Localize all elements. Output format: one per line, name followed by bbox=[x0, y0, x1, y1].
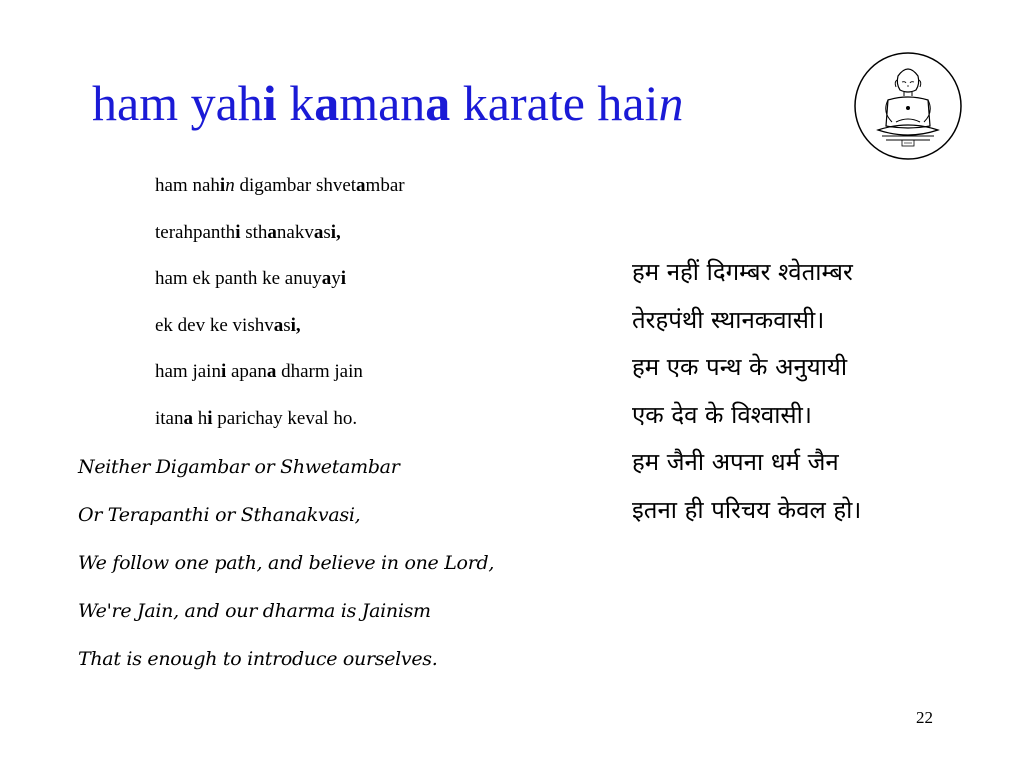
transliteration-segment: mbar bbox=[365, 175, 405, 196]
title-segment: a bbox=[314, 75, 340, 131]
title-segment: a bbox=[425, 75, 451, 131]
transliteration-segment: parichay keval ho. bbox=[212, 407, 358, 429]
transliteration-segment: ham jain bbox=[155, 361, 221, 382]
transliteration-segment: i, bbox=[330, 221, 341, 243]
transliteration-segment: a bbox=[267, 221, 277, 243]
hindi-line: एक देव के विश्वासी। bbox=[632, 400, 812, 429]
transliteration-segment: a bbox=[321, 268, 332, 289]
transliteration-segment: ham ek panth ke anuy bbox=[155, 268, 322, 289]
transliteration-segment: nakv bbox=[276, 221, 314, 243]
title-segment: n bbox=[658, 75, 684, 131]
transliteration-segment: digambar shvet bbox=[234, 175, 357, 196]
transliteration-segment: i bbox=[340, 268, 347, 289]
transliteration-segment: i bbox=[235, 221, 241, 243]
hindi-line: तेरहपंथी स्थानकवासी। bbox=[632, 305, 825, 334]
hindi-line: हम एक पन्थ के अनुयायी bbox=[632, 353, 848, 381]
title-segment: ham yah bbox=[92, 75, 263, 131]
transliteration-segment: i bbox=[220, 361, 227, 382]
transliteration-line bbox=[155, 172, 405, 219]
hindi-verse-block bbox=[632, 254, 861, 539]
title-segment: man bbox=[339, 75, 426, 131]
transliteration-segment: apan bbox=[226, 361, 267, 382]
page-number: 22 bbox=[916, 708, 933, 727]
transliteration-segment: s bbox=[323, 221, 331, 243]
title-segment: i bbox=[262, 75, 277, 131]
english-line: Or Terapanthi or Sthanakvasi, bbox=[78, 504, 361, 526]
transliteration-segment: s bbox=[283, 314, 291, 336]
transliteration-segment: terahpanth bbox=[155, 221, 236, 243]
hindi-line: हम जैनी अपना धर्म जैन bbox=[632, 448, 839, 476]
transliteration-segment: i bbox=[207, 407, 213, 429]
slide-title bbox=[92, 75, 684, 131]
transliteration-line bbox=[155, 405, 405, 452]
transliteration-segment: i, bbox=[290, 314, 301, 336]
transliteration-segment: ek dev ke vishv bbox=[155, 314, 274, 336]
english-line: Neither Digambar or Shwetambar bbox=[78, 456, 400, 478]
jain-tirthankara-seated-meditation-icon bbox=[852, 50, 964, 162]
english-line: We follow one path, and believe in one Lord, bbox=[78, 552, 495, 574]
transliteration-segment: a bbox=[273, 314, 284, 336]
english-line: That is enough to introduce ourselves. bbox=[78, 648, 438, 670]
transliteration-segment: a bbox=[183, 407, 193, 429]
transliteration-segment: n bbox=[225, 175, 235, 196]
transliteration-segment: itan bbox=[155, 407, 184, 429]
english-translation-block bbox=[78, 452, 494, 692]
transliteration-segment: a bbox=[313, 221, 324, 243]
transliteration-segment: dharm jain bbox=[276, 361, 363, 382]
transliteration-segment: a bbox=[266, 361, 277, 382]
hindi-line: इतना ही परिचय केवल हो। bbox=[632, 495, 862, 524]
transliteration-segment: sth bbox=[240, 221, 268, 243]
transliteration-segment: i bbox=[219, 175, 226, 196]
transliteration-segment: ham nah bbox=[155, 175, 220, 196]
transliteration-line bbox=[155, 312, 405, 359]
title-segment: k bbox=[276, 75, 315, 131]
transliteration-segment: h bbox=[193, 407, 208, 429]
english-line: We're Jain, and our dharma is Jainism bbox=[78, 600, 431, 622]
transliteration-line bbox=[155, 219, 405, 266]
transliteration-segment: y bbox=[331, 268, 341, 289]
hindi-line: हम नहीं दिगम्बर श्वेताम्बर bbox=[632, 258, 853, 286]
transliteration-segment: a bbox=[356, 175, 366, 196]
transliteration-line bbox=[155, 358, 405, 405]
transliteration-line bbox=[155, 265, 405, 312]
title-segment: karate hai bbox=[450, 75, 659, 131]
transliteration-block bbox=[155, 172, 405, 451]
